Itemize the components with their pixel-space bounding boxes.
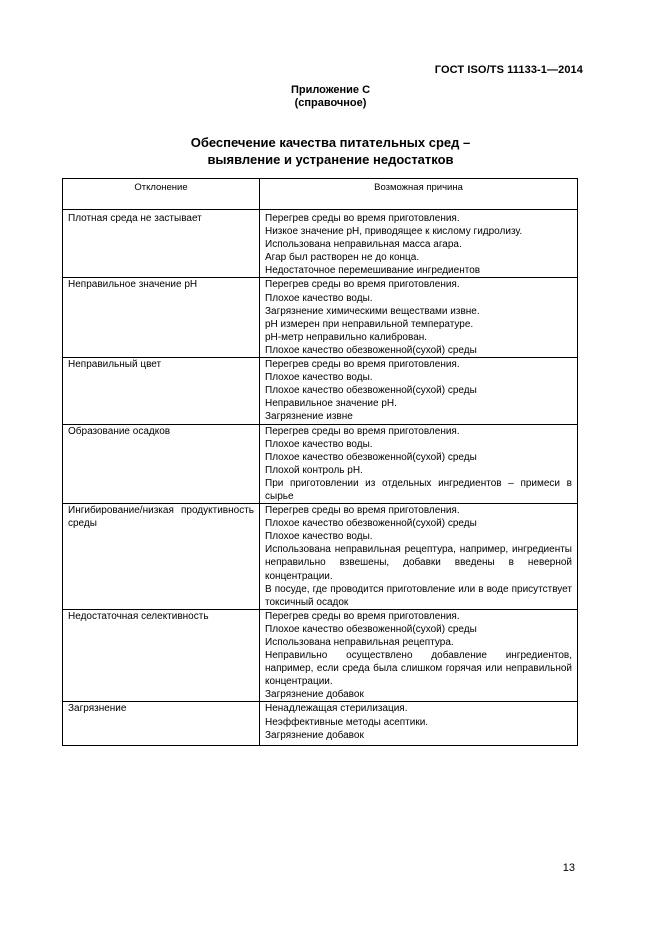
table-header-row — [63, 179, 578, 210]
column-header-deviation: Отклонение — [63, 179, 260, 210]
annex-title: Приложение С — [290, 84, 371, 96]
cause-cell — [260, 424, 578, 504]
table-row — [63, 424, 578, 504]
table-body — [63, 210, 578, 746]
deviation-cell: Образование осадков — [63, 424, 260, 504]
cause-item: Неэффективные методы асептики. — [265, 716, 429, 728]
cause-item: Неправильное значение рН. — [265, 398, 397, 410]
cause-item: Плохое качество воды. — [265, 372, 373, 384]
cause-item: Плохое качество воды. — [265, 292, 373, 304]
table-row — [63, 358, 578, 424]
cause-item: Перегрев среды во время приготовления. — [265, 505, 460, 517]
cause-item: Ненадлежащая стерилизация. — [265, 703, 408, 715]
cause-item: Низкое значение рН, приводящее к кислому гидролизу. — [265, 226, 523, 238]
cause-item: Плохое качество воды. — [265, 531, 373, 543]
page-number: 13 — [562, 862, 575, 874]
cause-item: Загрязнение добавок — [265, 729, 364, 741]
document-title-line-2: выявление и устранение недостатков — [207, 152, 454, 167]
document-title — [0, 134, 661, 168]
cause-cell — [260, 504, 578, 610]
cause-item: рН-метр неправильно калиброван. — [265, 331, 428, 343]
troubleshooting-table — [62, 178, 578, 746]
deviation-cell: Недостаточная селективность — [63, 609, 260, 702]
cause-cell — [260, 212, 578, 278]
cause-item: Плохое качество обезвоженной(сухой) среды — [265, 344, 477, 356]
cause-item: В посуде, где проводится приготовление или в воде присутствует токсичный осадок — [265, 583, 572, 608]
table-row — [63, 702, 578, 745]
cause-item: Плохое качество обезвоженной(сухой) среды — [265, 518, 477, 530]
document-title-line-1: Обеспечение качества питательных сред – — [190, 135, 471, 150]
cause-item: Плохое качество обезвоженной(сухой) среды — [265, 623, 477, 635]
cause-item: Плохое качество обезвоженной(сухой) среды — [265, 451, 477, 463]
annex-subtitle: (справочное) — [294, 97, 367, 109]
cause-item: Загрязнение химическими веществами извне. — [265, 305, 480, 317]
cause-cell — [260, 702, 578, 745]
column-header-cause: Возможная причина — [260, 179, 578, 210]
cause-item: При приготовлении из отдельных ингредиентов – примеси в сырье — [265, 477, 572, 502]
deviation-cell: Ингибирование/низкая продуктивность среды — [63, 504, 260, 610]
table-row — [63, 609, 578, 702]
cause-item: Недостаточное перемешивание ингредиентов — [265, 265, 481, 277]
cause-item: Загрязнение извне — [265, 411, 353, 423]
cause-cell — [260, 278, 578, 358]
table-row — [63, 212, 578, 278]
cause-item: Загрязнение добавок — [265, 689, 364, 701]
cause-item: Плохое качество воды. — [265, 438, 373, 450]
annex-heading — [0, 84, 661, 110]
deviation-cell: Неправильное значение рН — [63, 278, 260, 358]
deviation-cell: Неправильный цвет — [63, 358, 260, 424]
cause-item: Агар был растворен не до конца. — [265, 252, 420, 264]
cause-item: Использована неправильная рецептура, например, ингредиенты неправильно взвешены, добавки введены в неверной концентрации. — [265, 544, 572, 582]
cause-item: Перегрев среды во время приготовления. — [265, 610, 460, 622]
cause-item: Использована неправильная рецептура. — [265, 637, 454, 648]
deviation-cell: Загрязнение — [63, 702, 260, 745]
cause-item: Плохой контроль рН. — [265, 464, 363, 476]
cause-cell — [260, 609, 578, 702]
table-row — [63, 504, 578, 610]
deviation-cell: Плотная среда не застывает — [63, 212, 260, 278]
cause-item: Неправильно осуществлено добавление ингредиентов, например, если среда была слишком горячая или неправильной концентрации. — [265, 650, 572, 688]
cause-item: Перегрев среды во время приготовления. — [265, 359, 460, 371]
cause-item: Перегрев среды во время приготовления. — [265, 279, 460, 291]
table-row — [63, 278, 578, 358]
cause-cell — [260, 358, 578, 424]
cause-item: Плохое качество обезвоженной(сухой) среды — [265, 385, 477, 397]
cause-item: Перегрев среды во время приготовления. — [265, 425, 460, 437]
standard-number: ГОСТ ISO/TS 11133-1—2014 — [434, 64, 583, 76]
cause-item: рН измерен при неправильной температуре. — [265, 318, 474, 330]
cause-item: Перегрев среды во время приготовления. — [265, 213, 460, 224]
cause-item: Использована неправильная масса агара. — [265, 239, 462, 251]
